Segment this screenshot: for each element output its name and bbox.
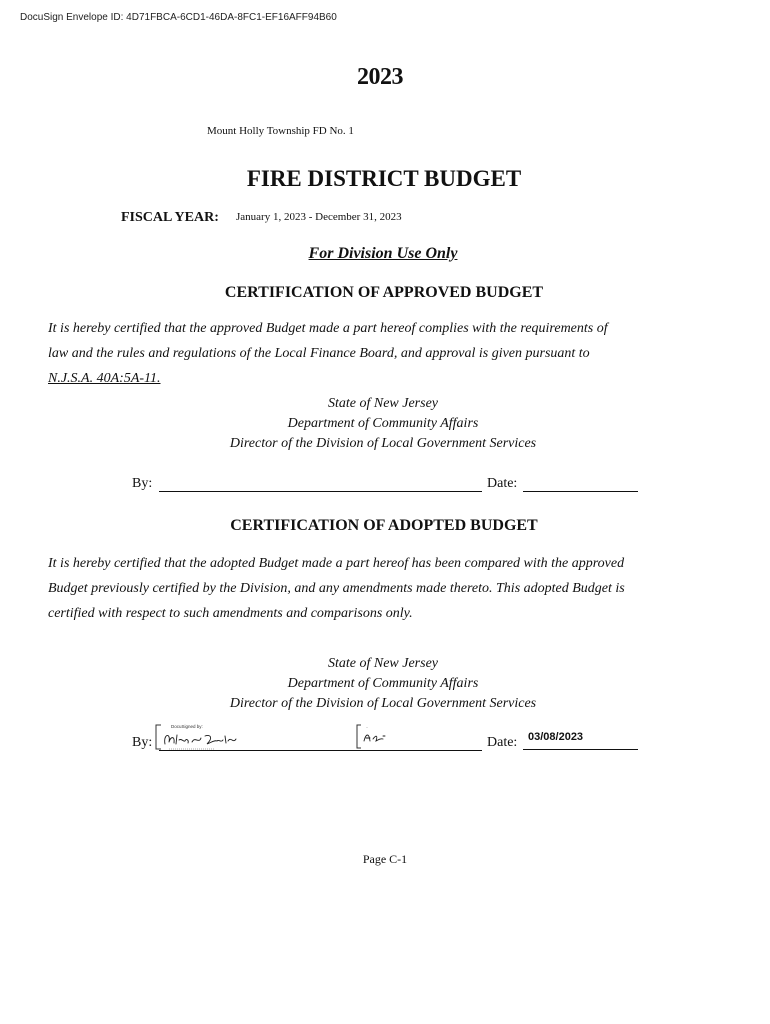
- adopted-date-value: 03/08/2023: [528, 731, 584, 743]
- department-name: Department of Community Affairs: [287, 676, 479, 691]
- adopted-authority-block: [0, 654, 766, 714]
- adopted-paragraph-line: Budget previously certified by the Division, and any amendments made thereto. This adopted Budget is: [48, 581, 625, 596]
- approved-certification-heading: CERTIFICATION OF APPROVED BUDGET: [224, 284, 544, 301]
- adopted-by-label: By:: [132, 735, 153, 750]
- division-use-heading: For Division Use Only: [308, 245, 458, 262]
- statute-reference: N.J.S.A. 40A:5A-11.: [48, 371, 161, 386]
- state-name: State of New Jersey: [327, 656, 439, 671]
- document-title: FIRE DISTRICT BUDGET: [246, 166, 522, 191]
- initials-box: [356, 723, 390, 750]
- department-name: Department of Community Affairs: [287, 416, 479, 431]
- handwritten-signature-icon: [165, 735, 236, 744]
- approved-signature-line: [159, 491, 482, 492]
- director-title: Director of the Division of Local Government Services: [229, 436, 537, 451]
- adopted-certification-heading: CERTIFICATION OF ADOPTED BUDGET: [230, 517, 538, 534]
- signature-caption: DocuSigned by:: [171, 724, 203, 729]
- docusign-envelope-id: DocuSign Envelope ID: 4D71FBCA-6CD1-46DA-8FC1-EF16AFF94B60: [20, 12, 337, 23]
- fiscal-year-label: FISCAL YEAR:: [121, 210, 219, 225]
- approved-paragraph: [48, 316, 708, 391]
- approved-paragraph-line: It is hereby certified that the approved Budget made a part hereof complies with the requirements of: [48, 321, 608, 336]
- approved-authority-block: [0, 394, 766, 454]
- adopted-date-label: Date:: [487, 735, 518, 750]
- state-name: State of New Jersey: [327, 396, 439, 411]
- adopted-paragraph: [48, 551, 708, 626]
- svg-text:..: ..: [366, 724, 369, 729]
- adopted-paragraph-line: certified with respect to such amendments and comparisons only.: [48, 606, 413, 621]
- docusign-signature-box: [155, 722, 245, 752]
- director-title: Director of the Division of Local Government Services: [229, 696, 537, 711]
- adopted-paragraph-line: It is hereby certified that the adopted Budget made a part hereof has been compared with the approved: [48, 556, 625, 571]
- fiscal-year-value: January 1, 2023 - December 31, 2023: [236, 211, 402, 223]
- adopted-date-line: [523, 749, 638, 750]
- handwritten-initials-icon: [364, 735, 385, 741]
- entity-name: Mount Holly Township FD No. 1: [207, 125, 354, 137]
- budget-year: 2023: [357, 64, 403, 90]
- approved-by-label: By:: [132, 476, 153, 491]
- page-number: Page C-1: [362, 852, 408, 866]
- approved-date-line: [523, 491, 638, 492]
- approved-date-label: Date:: [487, 476, 518, 491]
- approved-paragraph-line: law and the rules and regulations of the Local Finance Board, and approval is given pursuant to: [48, 346, 590, 361]
